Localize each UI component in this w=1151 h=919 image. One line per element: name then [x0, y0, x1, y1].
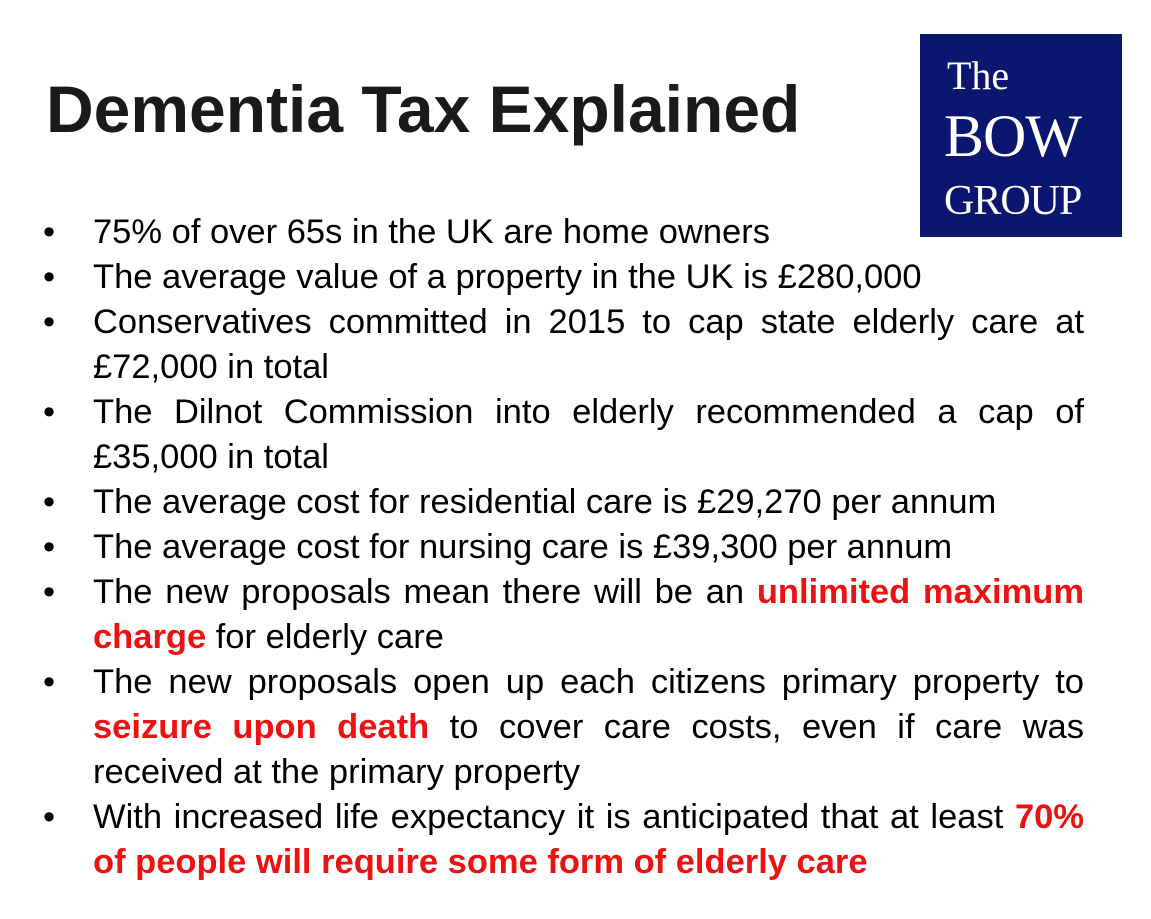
- highlighted-text: unlimited maximum charge: [93, 573, 1084, 656]
- bullet-text: 75% of over 65s in the UK are home owners: [93, 213, 770, 251]
- bullet-text: The average cost for nursing care is £39,300 per annum: [93, 528, 953, 566]
- logo-line-the: The: [947, 53, 1010, 98]
- logo-line-bow: BOW: [944, 103, 1081, 169]
- bullet-item: [38, 570, 1084, 660]
- bullet-dot-icon: •: [43, 798, 56, 836]
- bullet-list: [38, 210, 1084, 885]
- slide-title: Dementia Tax Explained: [46, 72, 801, 146]
- bullet-item: [38, 300, 1084, 390]
- bullet-text: to cover care costs, even if care was received at the primary property: [93, 708, 1084, 791]
- bullet-dot-icon: •: [43, 483, 56, 521]
- bullet-item: [38, 390, 1084, 480]
- bullet-dot-icon: •: [43, 663, 56, 701]
- bullet-text: The new proposals open up each citizens primary property to: [93, 663, 1084, 701]
- bullet-item: [38, 795, 1084, 885]
- bullet-dot-icon: •: [43, 303, 56, 341]
- highlighted-text: seizure upon death: [93, 708, 430, 746]
- bullet-text: The new proposals mean there will be an: [93, 573, 757, 611]
- highlighted-text: 70% of people will require some form of elderly care: [93, 798, 1084, 881]
- bullet-item: [38, 480, 1084, 525]
- bow-group-logo: [920, 34, 1122, 237]
- logo-line-group: GROUP: [944, 178, 1082, 224]
- bullet-item: [38, 660, 1084, 795]
- bullet-dot-icon: •: [43, 528, 56, 566]
- bullet-dot-icon: •: [43, 258, 56, 296]
- bullet-text: The Dilnot Commission into elderly recommended a cap of £35,000 in total: [93, 393, 1084, 476]
- bullet-text: The average cost for residential care is £29,270 per annum: [93, 483, 997, 521]
- bullet-text: With increased life expectancy it is anticipated that at least: [93, 798, 1015, 836]
- bullet-item: [38, 255, 1084, 300]
- bullet-text: The average value of a property in the UK is £280,000: [93, 258, 922, 296]
- bullet-item: [38, 210, 1084, 255]
- bullet-dot-icon: •: [43, 213, 56, 251]
- bullet-item: [38, 525, 1084, 570]
- bullet-text: for elderly care: [206, 618, 444, 656]
- bullet-dot-icon: •: [43, 573, 56, 611]
- bullet-dot-icon: •: [43, 393, 56, 431]
- bullet-text: Conservatives committed in 2015 to cap state elderly care at £72,000 in total: [93, 303, 1084, 386]
